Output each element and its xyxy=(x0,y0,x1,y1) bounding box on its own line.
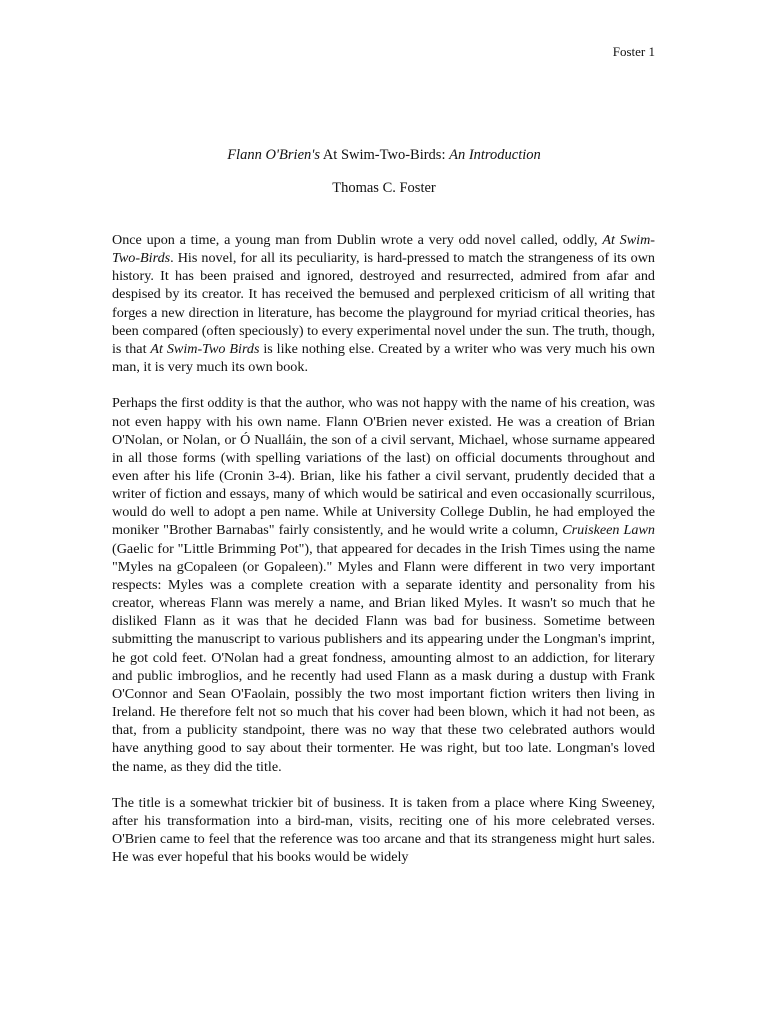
paragraph-1-italic-d: At Swim-Two Birds xyxy=(150,340,260,357)
paragraph-1-italic-b: At Swim-Two-Birds xyxy=(112,232,655,267)
paragraph-1 xyxy=(112,231,655,376)
paragraph-2-italic-b: Cruiskeen Lawn xyxy=(562,522,655,539)
paragraph-1-text-c: . His novel, for all its peculiarity, is hard-pressed to match the strangeness of its own history. It has been praised and ignored, destroyed and resurrected, admired from afar and despised by its creator. It has received the bemused and perplexed criticism of all writing that forges a new direction in literature, has become the playground for myriad critical theories, has been compared (often speciously) to every experimental novel under the sun. The truth, though, is that xyxy=(112,250,655,357)
page-header-label: Foster 1 xyxy=(612,44,655,59)
paragraph-1-text-e: is like nothing else. Created by a writer who was very much his own man, it is very much its own book. xyxy=(112,340,655,376)
title-plain: At Swim-Two-Birds: xyxy=(320,147,450,163)
title-italic-author: Flann O'Brien's xyxy=(227,147,320,163)
title-italic-subtitle: An Introduction xyxy=(449,147,541,163)
paragraph-2-text-c: (Gaelic for "Little Brimming Pot"), that appeared for decades in the Irish Times using the name "Myles na gCopaleen (or Gopaleen)." Myles and Flann were different in two very important respects: Myles was a complete creation with a separate identity and personality from his creator, whereas Flann was merely a name, and Brian liked Myles. It wasn't so much that he disliked Flann as it was that he decided Flann was bad for business. Sometime between submitting the manuscript to various publishers and its appearing under the Longman's imprint, he got cold feet. O'Nolan had a great fondness, amounting almost to an addiction, for literary and public imbroglios, and he recently had used Flann as a mask during a dustup with Frank O'Connor and Sean O'Faolain, possibly the two most important fiction writers then living in Ireland. He therefore felt not so much that his cover had been blown, which it had not been, as that, from a publicity standpoint, there was no way that these two celebrated authors would have anything good to say about their tormenter. He was right, but too late. Longman's loved the name, as they did the title. xyxy=(112,540,655,775)
document-title xyxy=(0,146,768,164)
paragraph-3 xyxy=(112,794,655,867)
paragraph-2-text-a: Perhaps the first oddity is that the author, who was not happy with the name of his creation, was not even happy with his own name. Flann O'Brien never existed. He was a creation of Brian O'Nolan, or Nolan, or Ó Nualláin, the son of a civil servant, Michael, whose surname appeared in all those forms (with spelling variations of the last) on official documents throughout and even after his life (Cronin 3-4). Brian, like his father a civil servant, prudently decided that a writer of fiction and essays, many of which would be satirical and even occasionally scurrilous, would do well to adopt a pen name. While at University College Dublin, he had employed the moniker "Brother Barnabas" fairly consistently, and he would write a column, xyxy=(112,395,655,539)
document-author: Thomas C. Foster xyxy=(332,180,436,196)
body-text xyxy=(112,231,655,866)
paragraph-2 xyxy=(112,394,655,775)
paragraph-3-text-a: The title is a somewhat trickier bit of business. It is taken from a place where King Sweeney, after his transformation into a bird-man, visits, reciting one of his more celebrated verses. O'Brien came to feel that the reference was too arcane and that its strangeness might hurt sales. He was ever hopeful that his books would be widely xyxy=(112,794,655,866)
paragraph-1-text-a: Once upon a time, a young man from Dublin wrote a very odd novel called, oddly, xyxy=(112,232,603,248)
